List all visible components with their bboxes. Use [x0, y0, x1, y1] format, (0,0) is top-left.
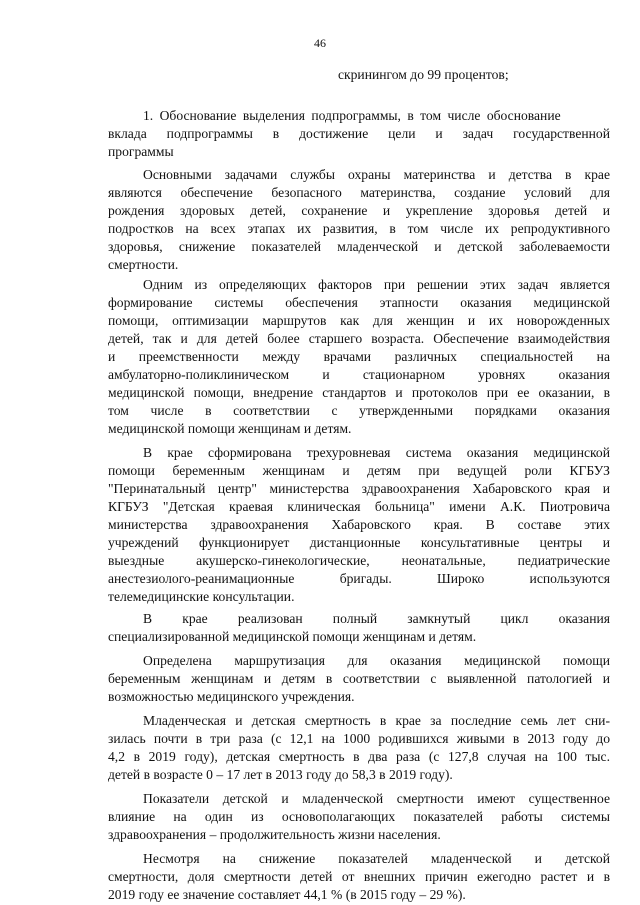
text-line: Показатели детской и младенческой смертности имеют существенное — [143, 791, 610, 806]
text-line: специализированной медицинской помощи женщинам и детям. — [108, 629, 477, 644]
text-line: смертности. — [108, 257, 179, 272]
text-line: амбулаторно-поликлиническом и стационарном уровнях оказания — [108, 367, 610, 382]
text-line: детей в возрасте 0 – 17 лет в 2013 году до 58,3 в 2019 году). — [108, 767, 453, 782]
text-line: влияние на один из основополагающих показателей работы системы — [108, 809, 610, 824]
text-line: медицинской помощи, внедрение стандартов и протоколов при ее оказании, в — [108, 385, 610, 400]
text-line: анестезиолого-реанимационные бригады. Широко используются — [108, 571, 610, 586]
text-line: В крае реализован полный замкнутый цикл оказания — [143, 611, 610, 626]
text-line: Младенческая и детская смертность в крае за последние семь лет сни- — [143, 713, 610, 728]
section-heading-line: вклада подпрограммы в достижение цели и задач государственной — [108, 126, 610, 141]
text-line: учреждений функционирует дистанционные консультативные центры и — [108, 535, 610, 550]
text-line: помощи беременным женщинам и детям при ведущей роли КГБУЗ — [108, 463, 610, 478]
text-line: 2019 году ее значение составляет 44,1 % (в 2015 году – 29 %). — [108, 887, 466, 902]
page-number: 46 — [314, 36, 326, 50]
text-line: помощи, оптимизации маршрутов как для женщин и их новорожденных — [108, 313, 610, 328]
text-line: КГБУЗ "Детская краевая клиническая больница" имени А.К. Пиотровича — [108, 499, 610, 514]
text-line: и преемственности между врачами различных специальностей на — [108, 349, 610, 364]
text-line: здоровья, снижение показателей младенческой и детской заболеваемости — [108, 239, 610, 254]
text-line: являются обеспечение безопасного материнства, создание условий для — [108, 185, 610, 200]
text-line: здравоохранения – продолжительность жизни населения. — [108, 827, 441, 842]
text-line: рождения здоровых детей, сохранение и укрепление здоровья детей и — [108, 203, 610, 218]
text-line: Одним из определяющих факторов при решении этих задач является — [143, 277, 610, 292]
text-line: том числе в соответствии с утвержденными порядками оказания — [108, 403, 610, 418]
section-heading-line: 1. Обоснование выделения подпрограммы, в том числе обоснование — [143, 108, 561, 123]
text-line: формирование системы обеспечения этапности оказания медицинской — [108, 295, 610, 310]
text-line: детей, так и для детей более старшего возраста. Обеспечение взаимодействия — [108, 331, 610, 346]
text-line: возможностью медицинского учреждения. — [108, 689, 355, 704]
text-line: 4,2 в 2019 году), детская смертность в два раза (с 127,8 случая на 100 тыс. — [108, 749, 610, 764]
text-line: министерства здравоохранения Хабаровского края. В составе этих — [108, 517, 610, 532]
text-line: В крае сформирована трехуровневая система оказания медицинской — [143, 445, 610, 460]
text-line: Несмотря на снижение показателей младенческой и детской — [143, 851, 610, 866]
text-line: Определена маршрутизация для оказания медицинской помощи — [143, 653, 610, 668]
text-line: выездные акушерско-гинекологические, неонатальные, педиатрические — [108, 553, 610, 568]
text-line: медицинской помощи женщинам и детям. — [108, 421, 352, 436]
text-line: смертности, доля смертности детей от внешних причин ежегодно растет и в — [108, 869, 610, 884]
text-line: телемедицинские консультации. — [108, 589, 295, 604]
text-line: скринингом до 99 процентов; — [338, 67, 509, 82]
text-line: "Перинатальный центр" министерства здравоохранения Хабаровского края и — [108, 481, 610, 496]
section-heading-line: программы — [108, 144, 174, 159]
text-line: беременным женщинам и детям в соответствии с выявленной патологией и — [108, 671, 610, 686]
text-line: зилась почти в три раза (с 12,1 на 1000 родившихся живыми в 2013 году до — [108, 731, 610, 746]
text-line: подростков на всех этапах их развития, в том числе их репродуктивного — [108, 221, 610, 236]
text-line: Основными задачами службы охраны материнства и детства в крае — [143, 167, 610, 182]
